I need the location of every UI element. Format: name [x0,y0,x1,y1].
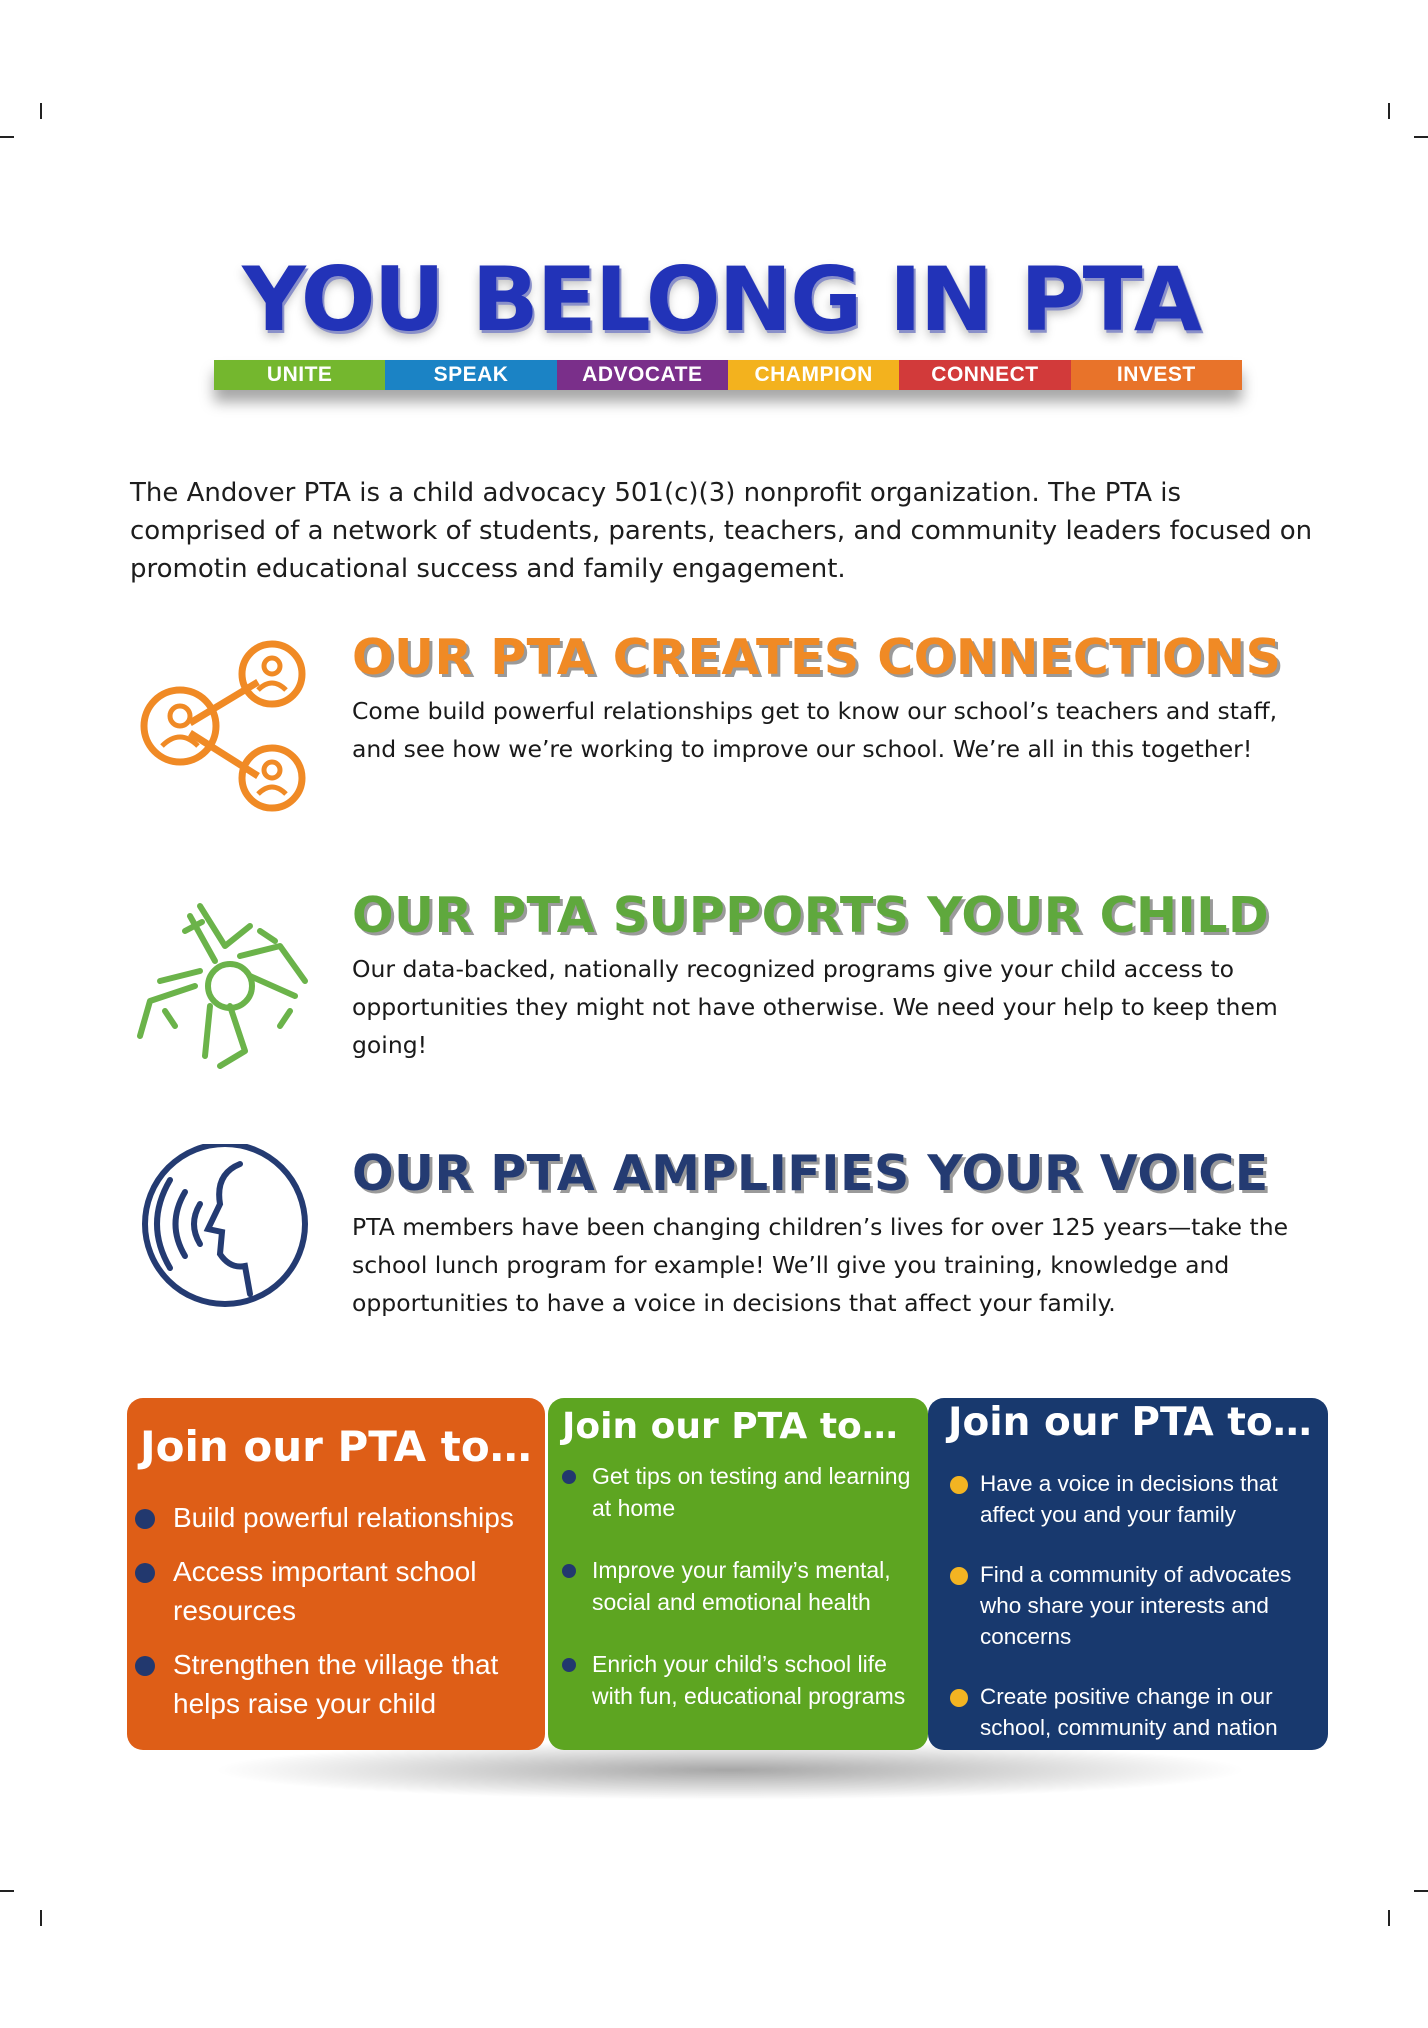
list-item-text: Access important school resources [173,1556,477,1626]
list-item [950,1468,1330,1530]
crop-mark [1388,1910,1390,1926]
list-item-text: Have a voice in decisions that affect you and your family [980,1471,1278,1527]
feature-connections [130,628,1330,828]
join-box-list [135,1498,555,1738]
crop-mark [1414,1890,1428,1892]
banner-segment: INVEST [1071,360,1242,390]
join-box-list [950,1468,1330,1772]
banner-segment: ADVOCATE [557,360,728,390]
bullet-icon [562,1564,576,1578]
list-item-text: Get tips on testing and learning at home [592,1463,911,1521]
bullet-icon [562,1658,576,1672]
banner-segment: CONNECT [899,360,1070,390]
feature-heading: OUR PTA CREATES CONNECTIONS [352,629,1282,686]
joined-hands-icon [130,886,330,1086]
bullet-icon [950,1689,968,1707]
join-box-title: Join our PTA to… [948,1400,1312,1445]
list-item [135,1498,555,1537]
banner-segment: UNITE [214,360,385,390]
bullet-icon [562,1470,576,1484]
speaking-voice-icon [130,1144,330,1344]
bullet-icon [950,1476,968,1494]
join-box-title: Join our PTA to… [140,1422,532,1471]
crop-mark [0,136,14,138]
list-item-text: Improve your family’s mental, social and emotional health [592,1557,891,1615]
join-box-orange [127,1398,545,1750]
list-item-text: Create positive change in our school, community and nation [980,1684,1278,1740]
bullet-icon [135,1656,155,1676]
feature-body: PTA members have been changing children’s lives for over 125 years—take the school lunch program for example! We’ll give you training, knowledge and opportunities to have a voice in decisions that affect your family. [352,1213,1289,1317]
banner-segment: SPEAK [385,360,556,390]
join-box-navy [928,1398,1328,1750]
feature-body: Our data-backed, nationally recognized programs give your child access to opportunities they might not have otherwise. We need your help to keep them going! [352,955,1278,1059]
banner-values-bar [214,360,1242,390]
list-item [562,1648,922,1712]
feature-heading: OUR PTA SUPPORTS YOUR CHILD [352,887,1270,944]
crop-mark [40,103,42,119]
feature-supports [130,886,1330,1086]
intro-paragraph: The Andover PTA is a child advocacy 501(c)(3) nonprofit organization. The PTA is comprised of a network of students, parents, teachers, and community leaders focused on promotin educational success and family engagement. [130,478,1313,584]
list-item-text: Strengthen the village that helps raise your child [173,1649,499,1719]
crop-mark [1388,103,1390,119]
feature-body: Come build powerful relationships get to know our school’s teachers and staff, and see how we’re working to improve our school. We’re all in this together! [352,697,1278,763]
crop-mark [1414,136,1428,138]
bullet-icon [135,1509,155,1529]
list-item [562,1554,922,1618]
join-box-list [562,1460,922,1742]
banner-title: YOU BELONG IN PTA [242,248,1200,351]
list-item-text: Build powerful relationships [173,1502,514,1533]
list-item-text: Find a community of advocates who share your interests and concerns [980,1562,1292,1649]
join-box-title: Join our PTA to… [562,1406,898,1447]
join-box-green [548,1398,928,1750]
list-item [135,1645,555,1723]
list-item [562,1460,922,1524]
crop-mark [40,1910,42,1926]
banner-segment: CHAMPION [728,360,899,390]
bullet-icon [135,1563,155,1583]
bullet-icon [950,1567,968,1585]
connections-network-icon [130,628,330,828]
list-item [135,1552,555,1630]
list-item [950,1559,1330,1652]
feature-heading: OUR PTA AMPLIFIES YOUR VOICE [352,1145,1269,1202]
list-item-text: Enrich your child’s school life with fun, educational programs [592,1651,906,1709]
list-item [950,1681,1330,1743]
pta-banner [205,250,1237,410]
crop-mark [0,1890,14,1892]
feature-amplifies [130,1144,1330,1344]
